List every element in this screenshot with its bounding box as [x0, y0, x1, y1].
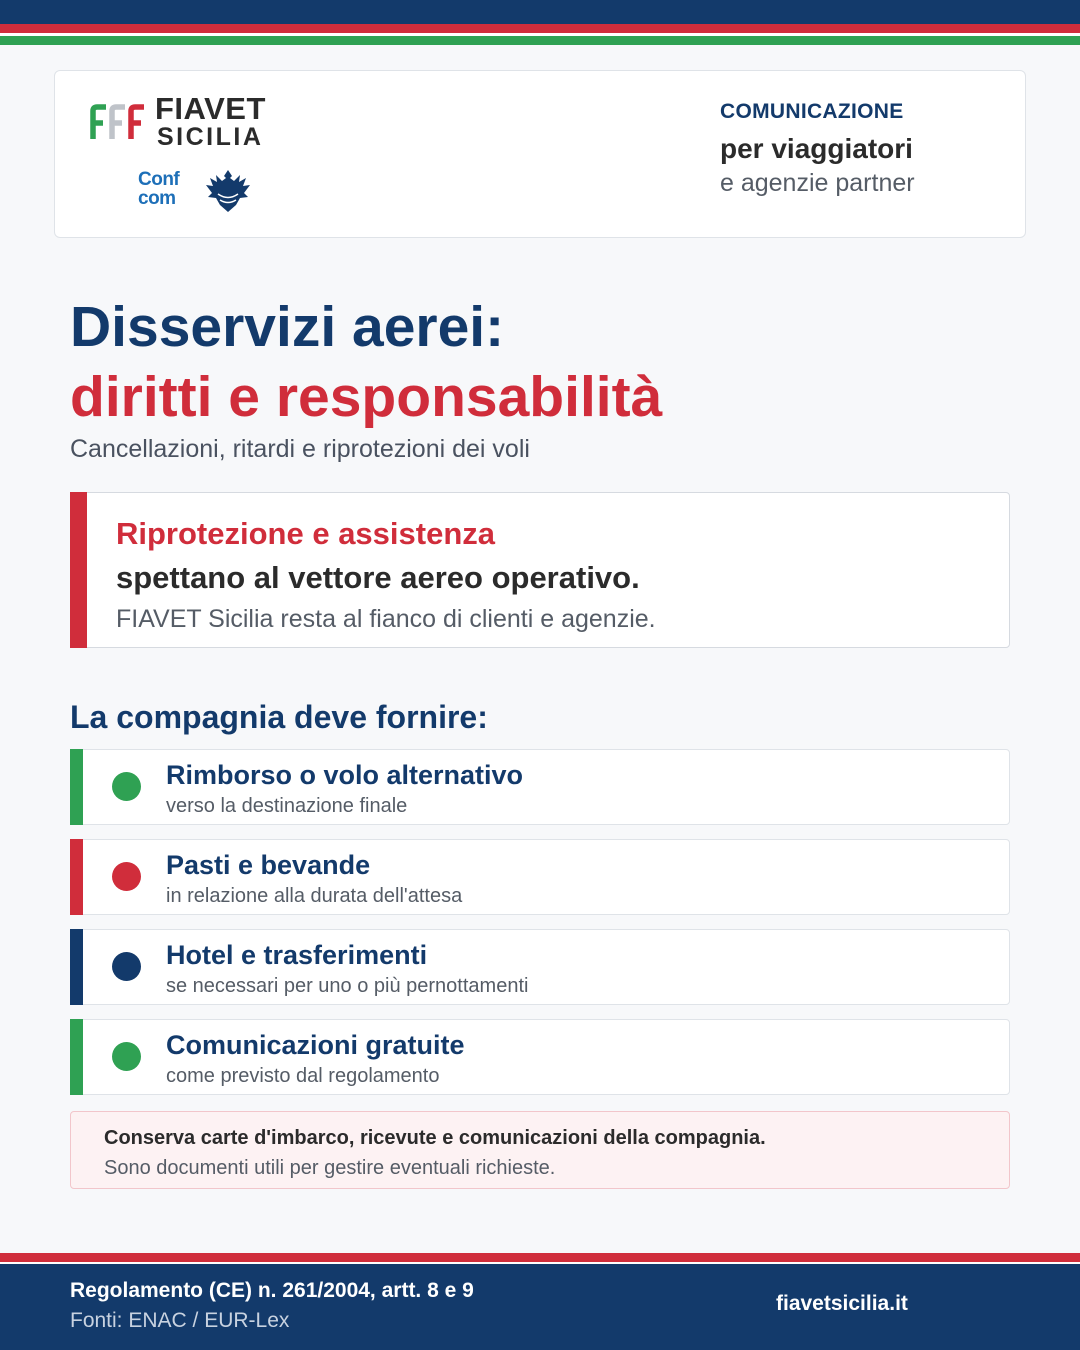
footer-stripe-red	[0, 1253, 1080, 1262]
list-item-subtitle: come previsto dal regolamento	[166, 1065, 440, 1087]
note-text: Sono documenti utili per gestire eventuali richieste.	[104, 1157, 556, 1179]
callout-statement: spettano al vettore aereo operativo.	[116, 560, 640, 595]
footer	[0, 1264, 1080, 1350]
list-item-title: Pasti e bevande	[166, 850, 371, 880]
section-title: La compagnia deve fornire:	[70, 699, 488, 735]
confcom-logo	[138, 170, 179, 208]
top-stripe-green	[0, 36, 1080, 45]
list-item-title: Rimborso o volo alternativo	[166, 760, 524, 790]
logo-name-line2: SICILIA	[157, 123, 264, 151]
logo-name-line1: FIAVET	[155, 91, 266, 126]
eagle-icon	[204, 167, 252, 215]
list-item-accent-bar	[70, 1019, 83, 1095]
list-item-accent-bar	[70, 749, 83, 825]
list-item-title: Hotel e trasferimenti	[166, 940, 428, 970]
footer-sources: Fonti: ENAC / EUR-Lex	[70, 1309, 290, 1332]
list-item-subtitle: verso la destinazione finale	[166, 795, 408, 817]
list-item-title: Comunicazioni gratuite	[166, 1030, 465, 1060]
bullet-dot-icon	[112, 772, 141, 801]
page-title: Disservizi aerei:	[70, 295, 505, 359]
top-stripe-red	[0, 24, 1080, 33]
list-item-subtitle: se necessari per uno o più pernottamenti	[166, 975, 529, 997]
callout-accent-bar	[70, 492, 87, 648]
bullet-dot-icon	[112, 952, 141, 981]
page-subtitle: Cancellazioni, ritardi e riprotezioni dei voli	[70, 435, 530, 463]
confcom-line2: com	[138, 188, 176, 209]
header-audience: per viaggiatori	[720, 133, 913, 164]
footer-website-link[interactable]: fiavetsicilia.it	[776, 1292, 908, 1315]
page-title-highlight: diritti e responsabilità	[70, 365, 663, 429]
footer-regulation: Regolamento (CE) n. 261/2004, artt. 8 e 9	[70, 1279, 474, 1302]
list-item-accent-bar	[70, 839, 83, 915]
confcom-line1: Conf	[138, 169, 180, 190]
top-stripe-navy	[0, 0, 1080, 24]
header-audience-sub: e agenzie partner	[720, 169, 915, 197]
note-heading: Conserva carte d'imbarco, ricevute e comunicazioni della compagnia.	[104, 1127, 766, 1149]
callout-note: FIAVET Sicilia resta al fianco di clienti e agenzie.	[116, 605, 656, 633]
callout-heading: Riprotezione e assistenza	[116, 516, 496, 551]
list-item-accent-bar	[70, 929, 83, 1005]
header-kicker: COMUNICAZIONE	[720, 100, 904, 123]
bullet-dot-icon	[112, 862, 141, 891]
bullet-dot-icon	[112, 1042, 141, 1071]
fiavet-logo-icon	[88, 103, 150, 141]
list-item-subtitle: in relazione alla durata dell'attesa	[166, 885, 463, 907]
